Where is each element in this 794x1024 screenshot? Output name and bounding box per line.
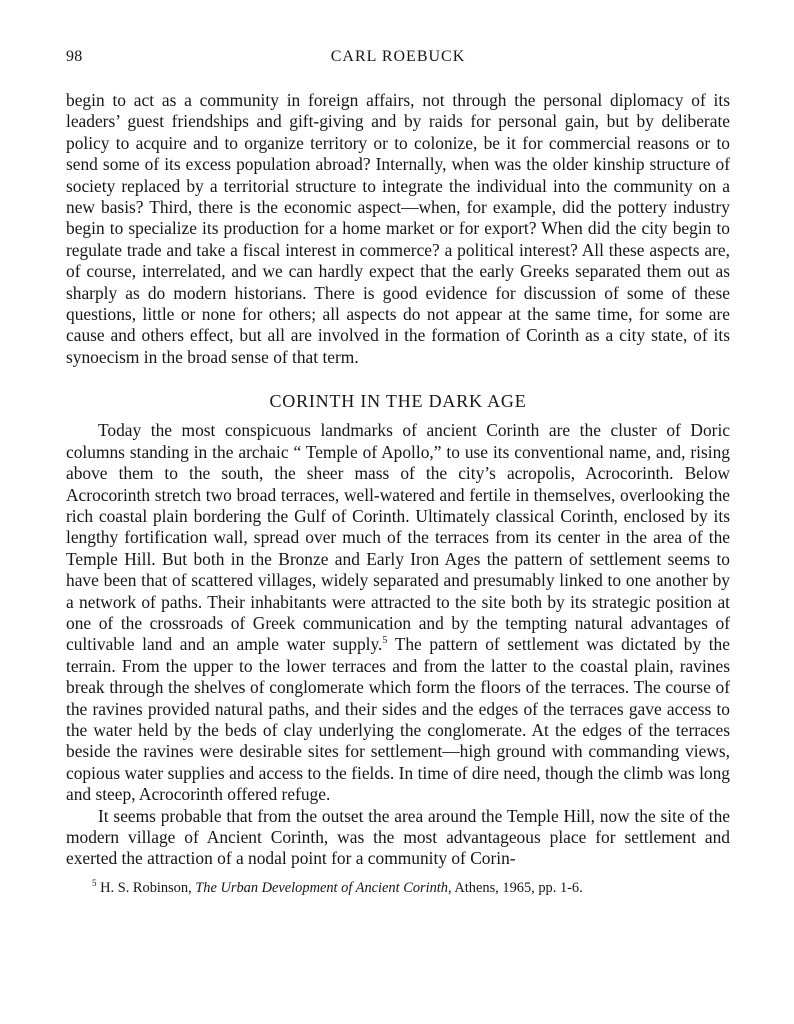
footnote [66, 878, 730, 898]
footnote-reference[interactable]: 5 [382, 635, 388, 647]
running-header [66, 48, 730, 70]
running-title: CARL ROEBUCK [330, 48, 466, 65]
body-text [66, 90, 730, 870]
section-heading: CORINTH IN THE DARK AGE [269, 391, 527, 412]
paragraph-intro-questions: begin to act as a community in foreign affairs, not through the personal diplomacy of its leaders’ guest friendships and gift-giving and by raids for personal gain, but by deliberate policy to acquire and to organize territory or to colonize, be it for commercial reasons or to send some of its excess population abroad? Internally, when was the older kinship structure of society replaced by a territorial structure to integrate the individual into the community on a new basis? Third, there is the economic aspect—when, for example, did the pottery industry begin to specialize its production for a home market or for export? When did the city begin to regulate trade and take a fiscal interest in commerce? a political interest? All these aspects are, of course, interrelated, and we can hardly expect that the early Greeks separated them out as sharply as do modern historians. There is good evidence for discussion of some of these questions, little or none for others; all aspects do not appear at the same time, for some are cause and others effect, but all are involved in the formation of Corinth as a city state, of its synoecism in the broad sense of that term. [66, 90, 730, 367]
footnote-number: 5 [92, 878, 97, 889]
paragraph-landmarks [66, 420, 730, 805]
page-number: 98 [66, 48, 83, 65]
footnote-title: The Urban Development of Ancient Corinth, [195, 879, 452, 896]
footnote-author: H. S. Robinson, [100, 879, 196, 896]
paragraph-temple-hill: It seems probable that from the outset the area around the Temple Hill, now the site of the modern village of Ancient Corinth, was the most advantageous place for settlement and exerted the attraction of a nodal point for a community of Corin- [66, 805, 730, 869]
paragraph-landmarks-part-2: The pattern of settlement was dictated by the terrain. From the upper to the lower terraces and from the latter to the coastal plain, ravines break through the shelves of conglomerate which form the floors of the terraces. The course of the ravines provided natural paths, and their sides and the edges of the terraces gave access to the water held by the beds of clay underlying the conglomerate. At the edges of the terraces beside the ravines were desirable sites for settlement—high ground with commanding views, copious water supplies and access to the fields. In time of dire need, though the climb was long and steep, Acrocorinth offered refuge. [66, 634, 730, 805]
paragraph-landmarks-part-1: Today the most conspicuous landmarks of ancient Corinth are the cluster of Doric columns standing in the archaic “ Temple of Apollo,” to use its conventional name, and, rising above them to the south, the sheer mass of the city’s acropolis, Acrocorinth. Below Acrocorinth stretch two broad terraces, well-watered and fertile in themselves, overlooking the rich coastal plain bordering the Gulf of Corinth. Ultimately classical Corinth, enclosed by its lengthy fortification wall, spread over much of the terraces from its center in the area of the Temple Hill. But both in the Bronze and Early Iron Ages the pattern of settlement seems to have been that of scattered villages, widely separated and presumably linked to one another by a network of paths. Their inhabitants were attracted to the site both by its strategic position at one of the crossroads of Greek communication and by the tempting natural advantages of cultivable land and an ample water supply. [66, 420, 730, 655]
footnote-details: Athens, 1965, pp. 1-6. [451, 879, 583, 896]
document-page [66, 48, 730, 898]
